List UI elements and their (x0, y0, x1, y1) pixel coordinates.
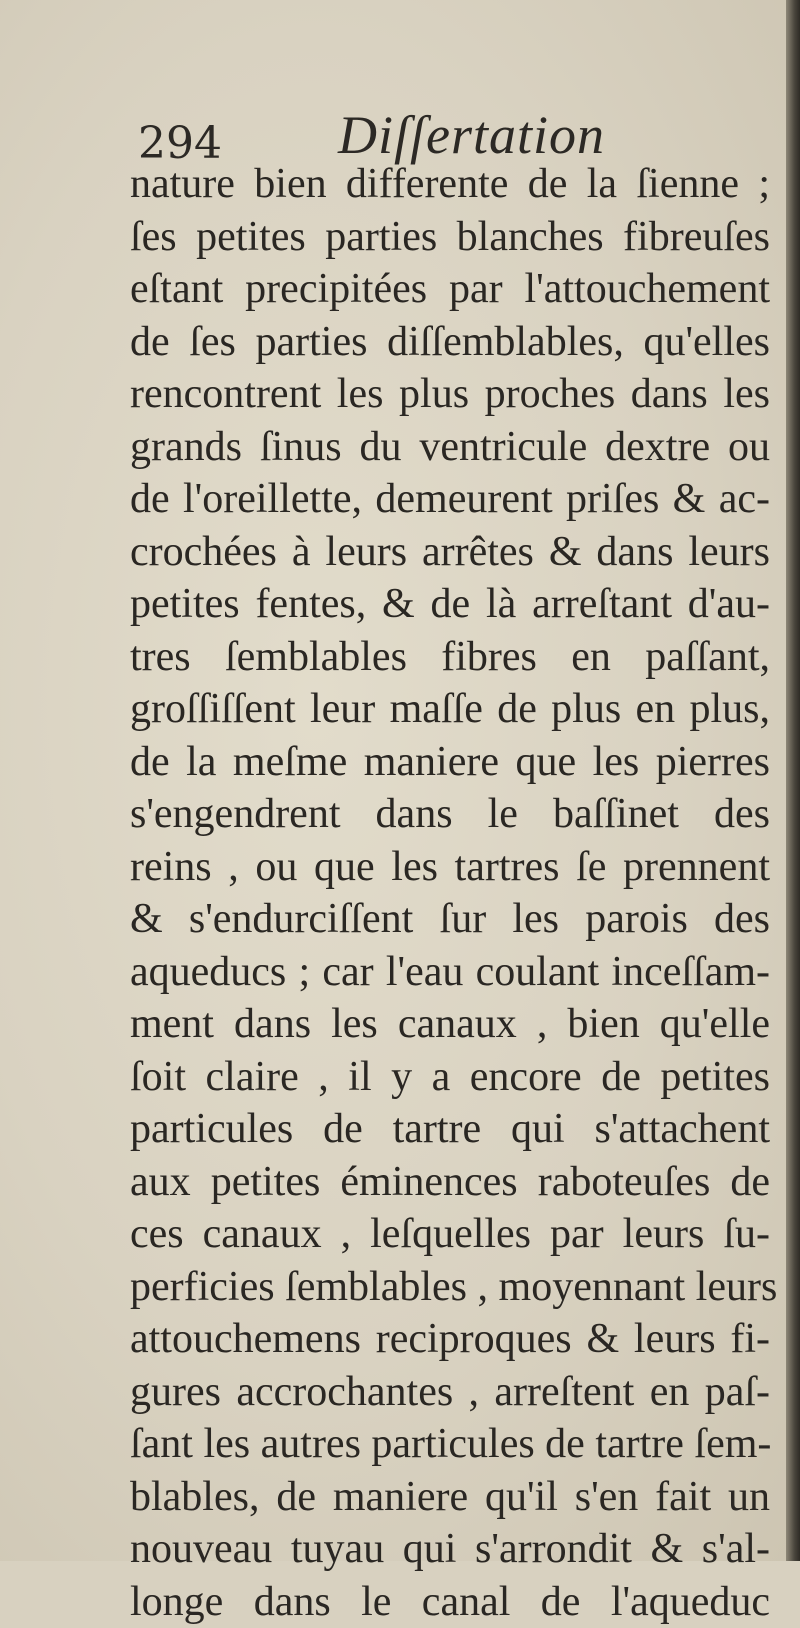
book-binding-edge (786, 0, 800, 1561)
text-line: attouchemens reciproques & leurs fi- (130, 1313, 770, 1366)
running-title: Diſſertation (338, 104, 605, 166)
text-line: & s'endurciſſent ſur les parois des (130, 893, 770, 946)
text-line: blables, de maniere qu'il s'en fait un (130, 1471, 770, 1524)
text-line: petites fentes, & de là arreſtant d'au- (130, 578, 770, 631)
text-line: s'engendrent dans le baſſinet des (130, 788, 770, 841)
body-text (130, 158, 770, 1628)
text-line: ment dans les canaux , bien qu'elle (130, 998, 770, 1051)
text-line: grands ſinus du ventricule dextre ou (130, 421, 770, 474)
text-line: eſtant precipitées par l'attouchement (130, 263, 770, 316)
text-line: ces canaux , leſquelles par leurs ſu- (130, 1208, 770, 1261)
text-line: gures accrochantes , arreſtent en paſ- (130, 1366, 770, 1419)
page-number: 294 (138, 118, 222, 169)
text-line: ſant les autres particules de tartre ſem- (130, 1418, 770, 1471)
text-line: aqueducs ; car l'eau coulant inceſſam- (130, 946, 770, 999)
text-line: perficies ſemblables , moyennant leurs (130, 1261, 770, 1314)
text-line: crochées à leurs arrêtes & dans leurs (130, 526, 770, 579)
text-line: longe dans le canal de l'aqueduc (130, 1576, 770, 1628)
text-line: particules de tartre qui s'attachent (130, 1103, 770, 1156)
text-line: groſſiſſent leur maſſe de plus en plus, (130, 683, 770, 736)
text-line: de ſes parties diſſemblables, qu'elles (130, 316, 770, 369)
text-line: de l'oreillette, demeurent priſes & ac- (130, 473, 770, 526)
text-line: tres ſemblables fibres en paſſant, (130, 631, 770, 684)
text-line: nouveau tuyau qui s'arrondit & s'al- (130, 1523, 770, 1576)
text-line: nature bien differente de la ſienne ; (130, 158, 770, 211)
text-line: rencontrent les plus proches dans les (130, 368, 770, 421)
text-line: reins , ou que les tartres ſe prennent (130, 841, 770, 894)
text-line: de la meſme maniere que les pierres (130, 736, 770, 789)
text-line: aux petites éminences raboteuſes de (130, 1156, 770, 1209)
text-line: ſes petites parties blanches fibreuſes (130, 211, 770, 264)
text-line: ſoit claire , il y a encore de petites (130, 1051, 770, 1104)
